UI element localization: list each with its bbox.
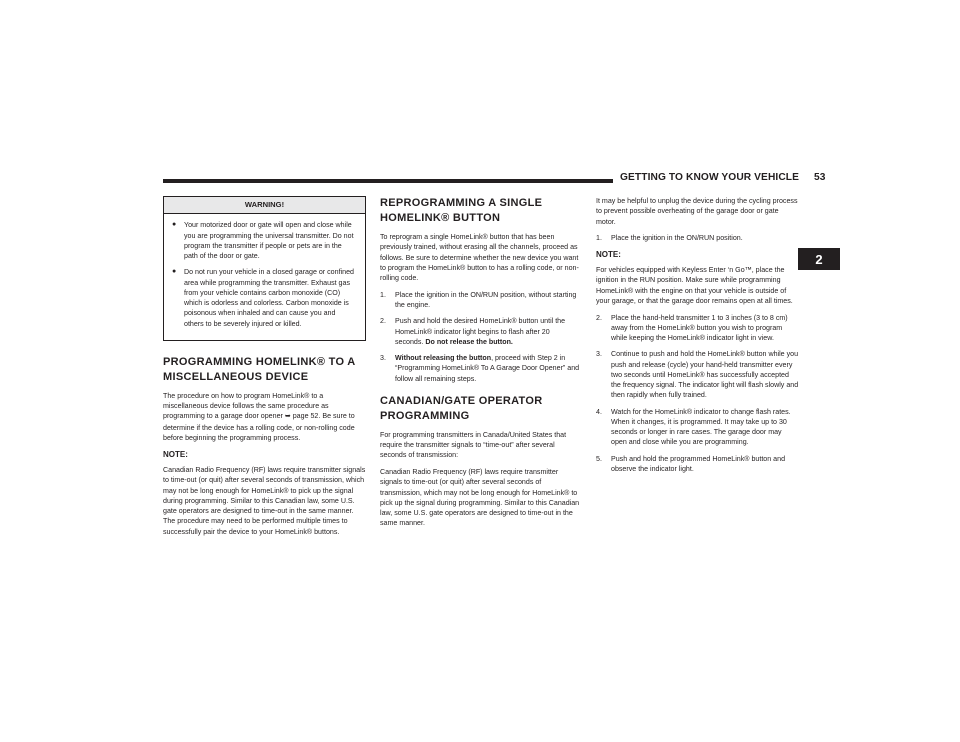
warning-item: ● Do not run your vehicle in a closed garage or confined area while programming the transmitter. Exhaust gas from your vehicle contains carbon monoxide (CO) which is odorless and colorless. Carbon monoxide is poisonous when inhaled and can cause you and others to be severely injured or killed. xyxy=(172,267,357,329)
step-number: 1. xyxy=(596,234,602,243)
paragraph-canadian-2: Canadian Radio Frequency (RF) laws require transmitter signals to time-out (or quit) after several seconds of transmission, which may not be long enough for HomeLink® to pick up the signal during programming. Similar to this Canadian law, some U.S. gate operators are designed to time-out in the same manner. xyxy=(380,468,580,528)
step-number: 3. xyxy=(380,354,386,362)
step-text: Push and hold the desired HomeLink® button until the HomeLink® indicator light begins to flash after 20 seconds. xyxy=(395,317,566,346)
column-right xyxy=(596,196,799,480)
column-left xyxy=(163,196,366,543)
step-item xyxy=(596,407,799,448)
step-number: 2. xyxy=(380,317,386,326)
step-text: Place the ignition in the ON/RUN position, without starting the engine. xyxy=(395,290,577,309)
note-text: For vehicles equipped with Keyless Enter ‘n Go™, place the ignition in the RUN position. Make sure while programming HomeLink® with the engine on that your vehicle is outside of your garage, or that the garage door remains open at all times. xyxy=(596,266,793,305)
section-heading-reprogramming: REPROGRAMMING A SINGLE HOMELINK® BUTTON xyxy=(380,197,543,224)
note-label: NOTE: xyxy=(596,249,621,259)
warning-item: ● Your motorized door or gate will open and close while you are programming the universal transmitter. Do not program the transmitter if people or pets are in the path of the door or gate. xyxy=(172,220,357,261)
step-item xyxy=(380,353,580,384)
warning-list xyxy=(164,214,365,340)
page-reference-link[interactable]: page 52 xyxy=(292,412,319,421)
note-text: Canadian Radio Frequency (RF) laws require transmitter signals to time-out (or quit) after several seconds of transmission, which may not be long enough for HomeLink® to pick up the signal during programming. Similar to this Canadian law, some U.S. gate operators are designed to time-out in the same manner. The procedure may need to be performed multiple times to successfully pair the device to your HomeLink® buttons. xyxy=(163,466,366,536)
page-number: 53 xyxy=(813,172,826,183)
paragraph-text: . Be sure to determine if the device has a rolling code, or non-rolling code before beginning the programming process. xyxy=(163,412,355,442)
paragraph-canadian-1: For programming transmitters in Canada/United States that require the transmitter signals to “time-out” after several seconds of transmission: xyxy=(380,430,567,460)
section-heading-misc-device: PROGRAMMING HOMELINK® TO A MISCELLANEOUS DEVICE xyxy=(163,355,356,383)
chapter-tab: 2 xyxy=(798,248,840,270)
page-reference-arrow-icon: ➥ xyxy=(284,413,291,421)
chapter-title: GETTING TO KNOW YOUR VEHICLE xyxy=(620,172,800,183)
step-item xyxy=(596,349,799,400)
step-text: Watch for the HomeLink® indicator to change flash rates. When it changes, it is programmed. It may take up to 30 seconds or longer in rare cases. The garage door may open and close while you are programming. xyxy=(611,407,791,447)
step-number: 2. xyxy=(596,313,602,322)
step-body xyxy=(395,316,580,347)
warning-box xyxy=(163,196,366,341)
step-item xyxy=(380,290,580,311)
step-text: Continue to push and hold the HomeLink® button while you push and release (cycle) your hand-held transmitter every two seconds until HomeLink® has successfully accepted the frequency signal. The indicator light will flash slowly and then rapidly when fully trained. xyxy=(611,350,799,400)
paragraph-text: The procedure on how to program HomeLink® to a miscellaneous device follows the same procedure as programming to a garage door opener xyxy=(163,391,329,421)
step-item xyxy=(596,313,799,344)
step-emphasis: Do not release the button. xyxy=(425,337,513,346)
paragraph-cycling-tip: It may be helpful to unplug the device during the cycling process to prevent possible overheating of the garage door or gate motor. xyxy=(596,197,798,226)
note-label: NOTE: xyxy=(163,449,188,459)
step-body xyxy=(395,353,580,384)
warning-heading: WARNING! xyxy=(164,197,365,214)
step-number: 4. xyxy=(596,407,602,416)
column-middle xyxy=(380,196,580,535)
step-number: 3. xyxy=(596,350,602,359)
step-text: Place the ignition in the ON/RUN position. xyxy=(611,234,743,243)
step-text: Place the hand-held transmitter 1 to 3 inches (3 to 8 cm) away from the HomeLink® button you wish to program while keeping the HomeLink® indicator light in view. xyxy=(611,313,788,342)
step-item xyxy=(380,316,580,347)
paragraph-reprogramming-intro: To reprogram a single HomeLink® button that has been previously trained, without erasing all the channels, proceed as follows. Be sure to determine whether the new device you want to program the HomeLink® button to has a rolling code, or non-rolling code. xyxy=(380,233,579,282)
step-text: , proceed with Step 2 in “Programming HomeLink® To A Garage Door Opener” and follow all remaining steps. xyxy=(395,354,580,383)
paragraph-misc-device xyxy=(163,391,366,443)
step-text: Push and hold the programmed HomeLink® button and observe the indicator light. xyxy=(611,454,786,473)
step-item xyxy=(596,454,799,475)
step-number: 5. xyxy=(596,454,602,463)
step-item xyxy=(596,233,799,243)
step-number: 1. xyxy=(380,290,386,299)
step-emphasis: Without releasing the button xyxy=(395,354,492,362)
section-heading-canadian-gate: CANADIAN/GATE OPERATOR PROGRAMMING xyxy=(380,394,543,422)
header-rule xyxy=(163,179,613,183)
running-header xyxy=(620,172,826,183)
